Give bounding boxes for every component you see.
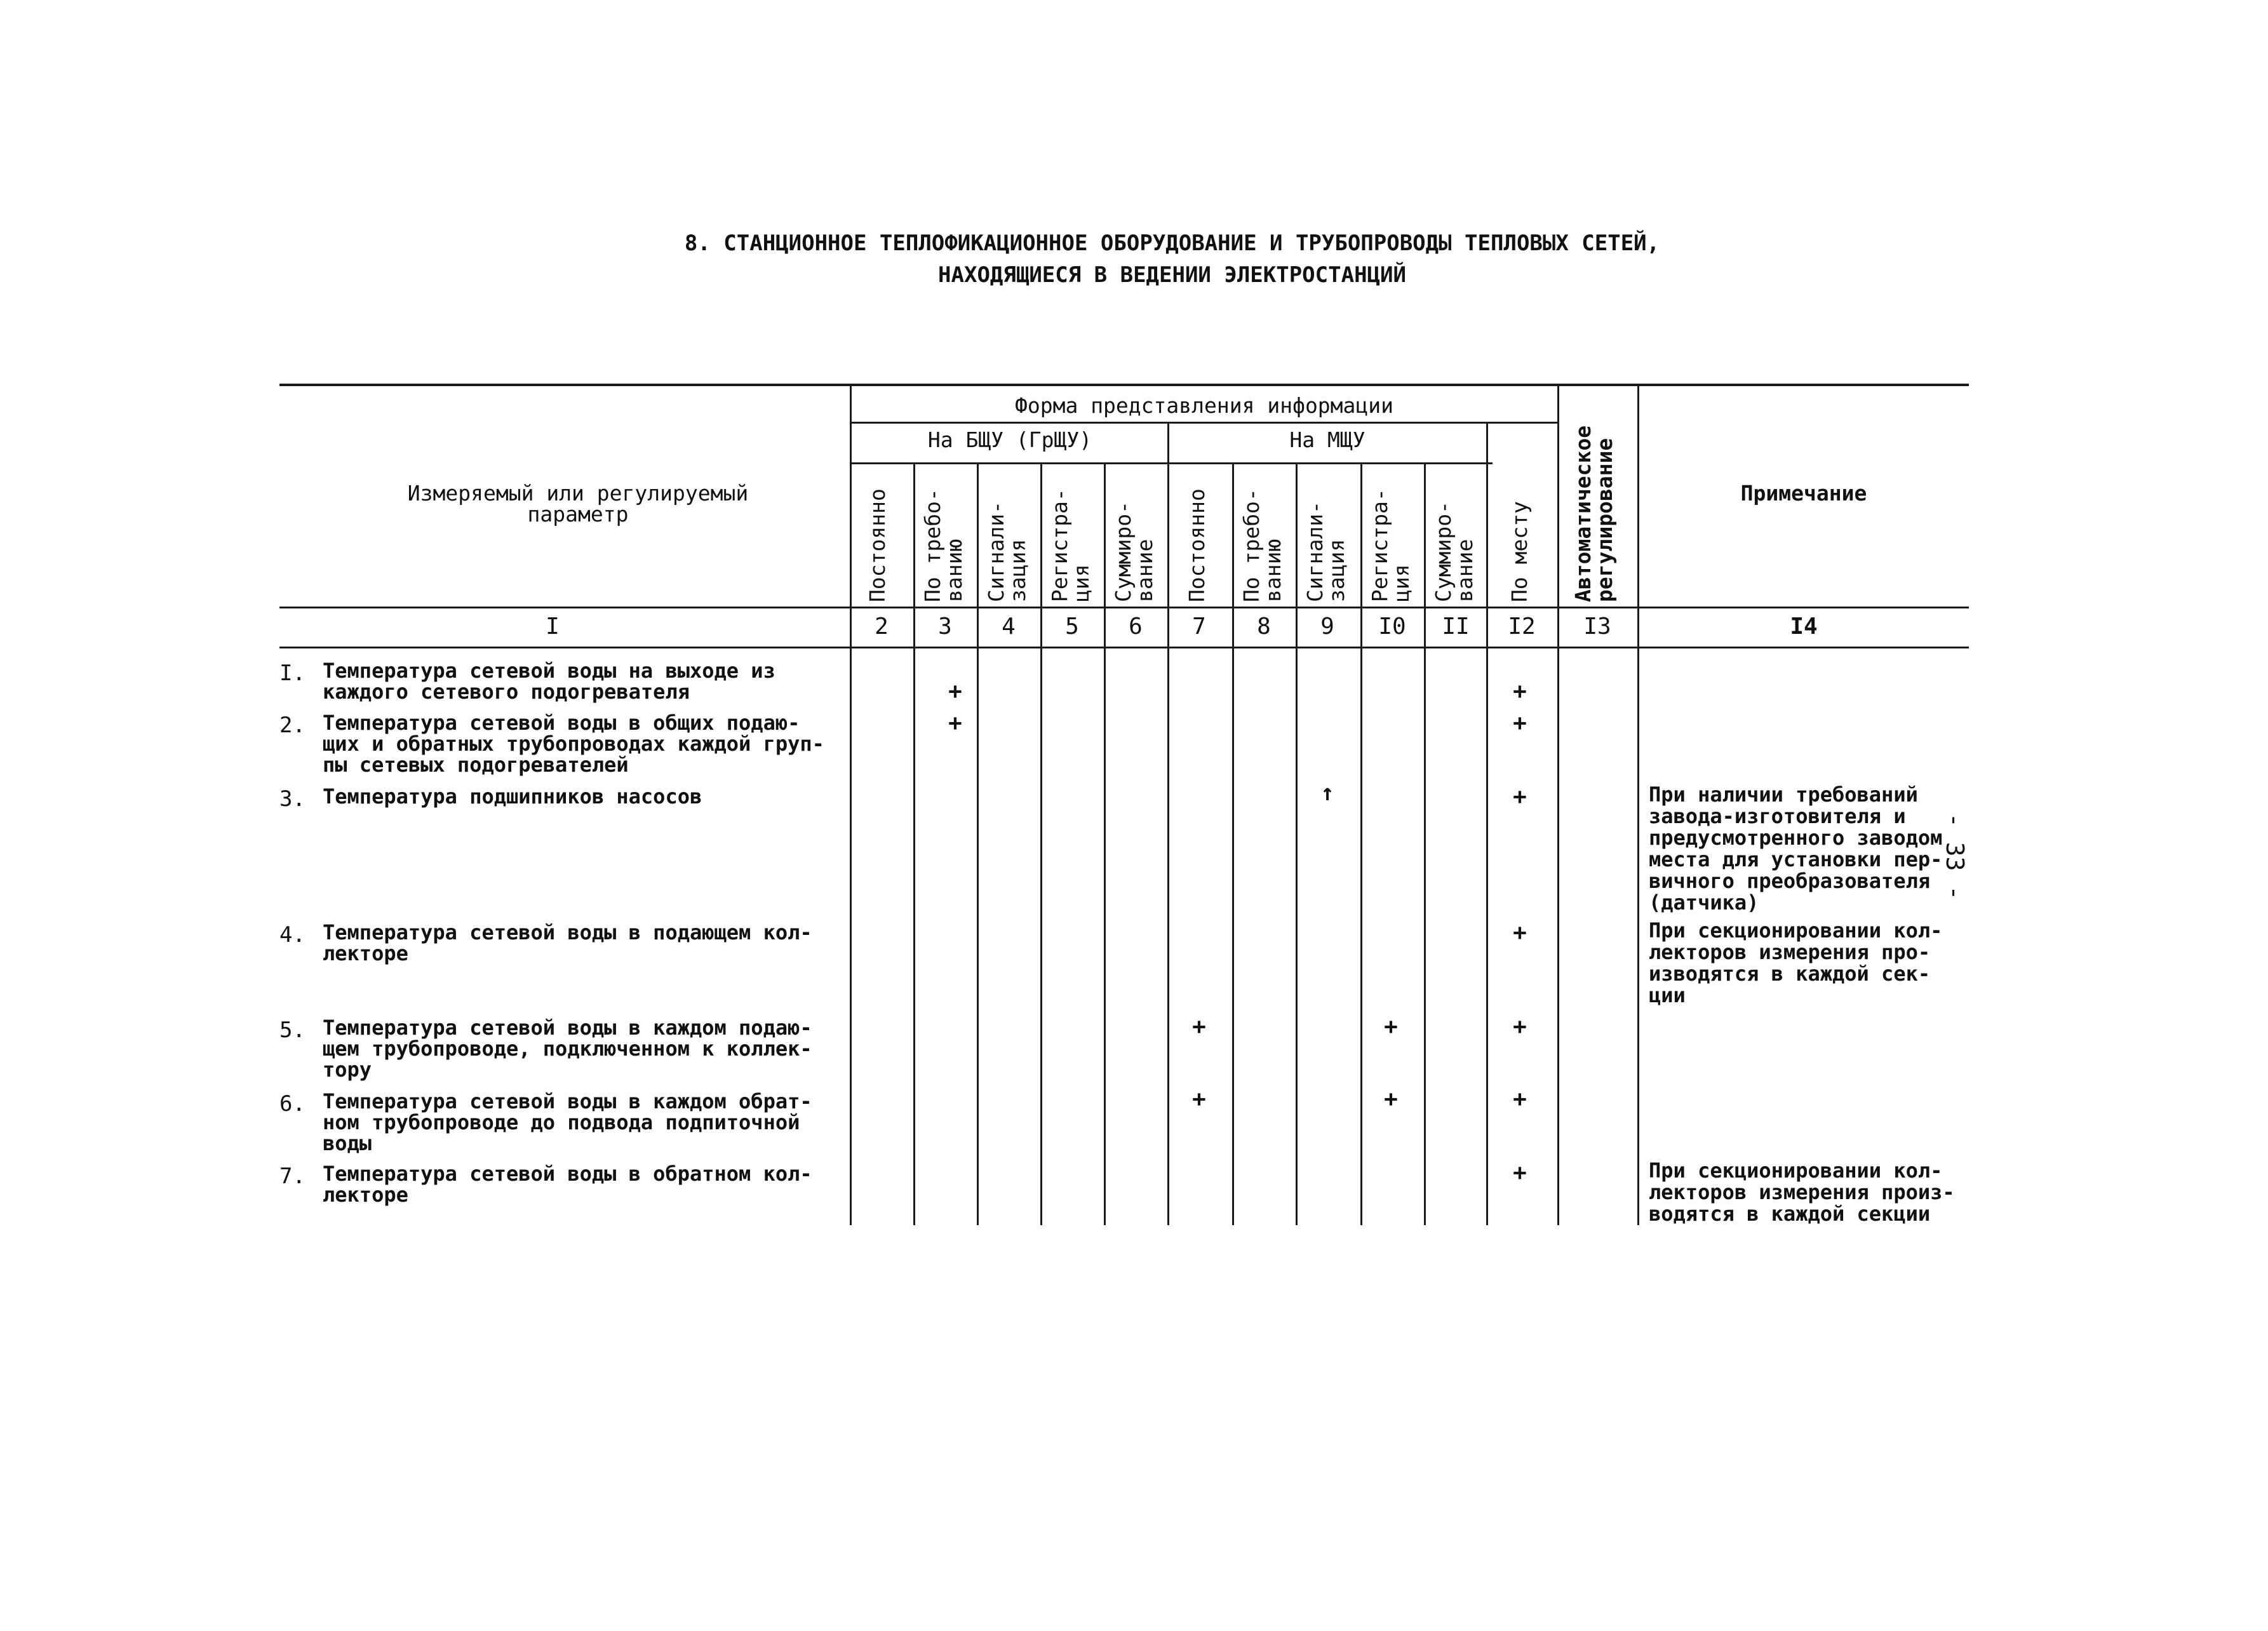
- mark-c12: +: [1513, 1086, 1527, 1112]
- mark-c12: +: [1513, 1014, 1527, 1040]
- row-number: 7.: [279, 1164, 305, 1189]
- header-form: Форма представления информации: [1014, 393, 1394, 418]
- header-mshu: На МЩУ: [1289, 427, 1365, 452]
- subheader-9: Регистра- ция: [1367, 488, 1414, 602]
- row-number: 5.: [279, 1017, 305, 1043]
- mark-c3: +: [948, 678, 962, 704]
- subheader-7: По требо- ванию: [1239, 488, 1285, 602]
- col-number-3: 3: [938, 614, 952, 640]
- col-number-1: I: [546, 614, 560, 640]
- row-number: 3.: [279, 786, 305, 812]
- row-note: При секционировании кол- лекторов измерения произ- водятся в каждой секции: [1649, 1158, 1955, 1226]
- row-number: I.: [279, 661, 305, 686]
- row-parameter: Температура сетевой воды в каждом обрат- ном трубопроводе до подвода подпиточной воды: [323, 1089, 812, 1155]
- mark-c12: +: [1513, 920, 1527, 946]
- header-note: Примечание: [1740, 481, 1867, 506]
- subheader-1: Постоянно: [865, 488, 890, 602]
- document-title-line2: НАХОДЯЩИЕСЯ В ВЕДЕНИИ ЭЛЕКТРОСТАНЦИЙ: [938, 262, 1406, 288]
- col-number-11: II: [1442, 614, 1470, 640]
- row-parameter: Температура сетевой воды в обратном кол- лекторе: [323, 1162, 812, 1207]
- col-number-13: I3: [1583, 614, 1611, 640]
- mark-c12: +: [1513, 678, 1527, 704]
- subheader-3: Сигнали- зация: [984, 501, 1030, 602]
- subheader-2: По требо- ванию: [920, 488, 967, 602]
- subheader-11: По месту: [1507, 501, 1532, 602]
- subheader-5: Суммиро- вание: [1111, 501, 1157, 602]
- row-parameter: Температура подшипников насосов: [323, 784, 702, 809]
- col-number-7: 7: [1192, 614, 1206, 640]
- mark-c10: +: [1384, 1086, 1398, 1112]
- row-note: При секционировании кол- лекторов измерения про- изводятся в каждой сек- ции: [1649, 918, 1943, 1007]
- row-number: 4.: [279, 922, 305, 948]
- col-number-5: 5: [1065, 614, 1079, 640]
- mark-c3: +: [948, 710, 962, 736]
- page-number: - 33 -: [1941, 813, 1969, 901]
- subheader-10: Суммиро- вание: [1431, 501, 1477, 602]
- subheader-8: Сигнали- зация: [1303, 501, 1349, 602]
- mark-c12: +: [1513, 784, 1527, 810]
- mark-c12: +: [1513, 710, 1527, 736]
- header-parameter: Измеряемый или регулируемый параметр: [407, 481, 749, 527]
- row-number: 6.: [279, 1091, 305, 1117]
- row-parameter: Температура сетевой воды в общих подаю- щих и обратных трубопроводах каждой груп- пы сетевых подогревателей: [323, 711, 824, 777]
- col-number-4: 4: [1002, 614, 1016, 640]
- col-number-9: 9: [1320, 614, 1334, 640]
- header-bshu: На БЩУ (ГрЩУ): [927, 427, 1092, 452]
- mark-c7: +: [1192, 1014, 1206, 1040]
- row-note: При наличии требований завода-изготовителя и предусмотренного заводом места для установки пер- вичного преобразователя (датчика): [1649, 782, 1943, 915]
- mark-c10: +: [1384, 1014, 1398, 1040]
- col-number-2: 2: [875, 614, 889, 640]
- col-number-14: I4: [1790, 614, 1818, 640]
- document-title-line1: 8. СТАНЦИОННОЕ ТЕПЛОФИКАЦИОННОЕ ОБОРУДОВАНИЕ И ТРУБОПРОВОДЫ ТЕПЛОВЫХ СЕТЕЙ,: [684, 231, 1660, 256]
- col-number-8: 8: [1257, 614, 1271, 640]
- mark-c9: ↑: [1320, 780, 1334, 806]
- col-number-12: I2: [1508, 614, 1536, 640]
- col-number-6: 6: [1129, 614, 1143, 640]
- subheader-6: Постоянно: [1184, 488, 1209, 602]
- col-number-10: I0: [1378, 614, 1406, 640]
- mark-c7: +: [1192, 1086, 1206, 1112]
- subheader-4: Регистра- ция: [1047, 488, 1094, 602]
- mark-c12: +: [1513, 1160, 1527, 1186]
- row-parameter: Температура сетевой воды в подающем кол- лекторе: [323, 920, 812, 965]
- subheader-auto: Автоматическое регулирование: [1571, 425, 1617, 602]
- row-number: 2.: [279, 713, 305, 738]
- row-parameter: Температура сетевой воды в каждом подаю- щем трубопроводе, подключенном к коллек- тору: [323, 1016, 812, 1082]
- row-parameter: Температура сетевой воды на выходе из каждого сетевого подогревателя: [323, 659, 775, 704]
